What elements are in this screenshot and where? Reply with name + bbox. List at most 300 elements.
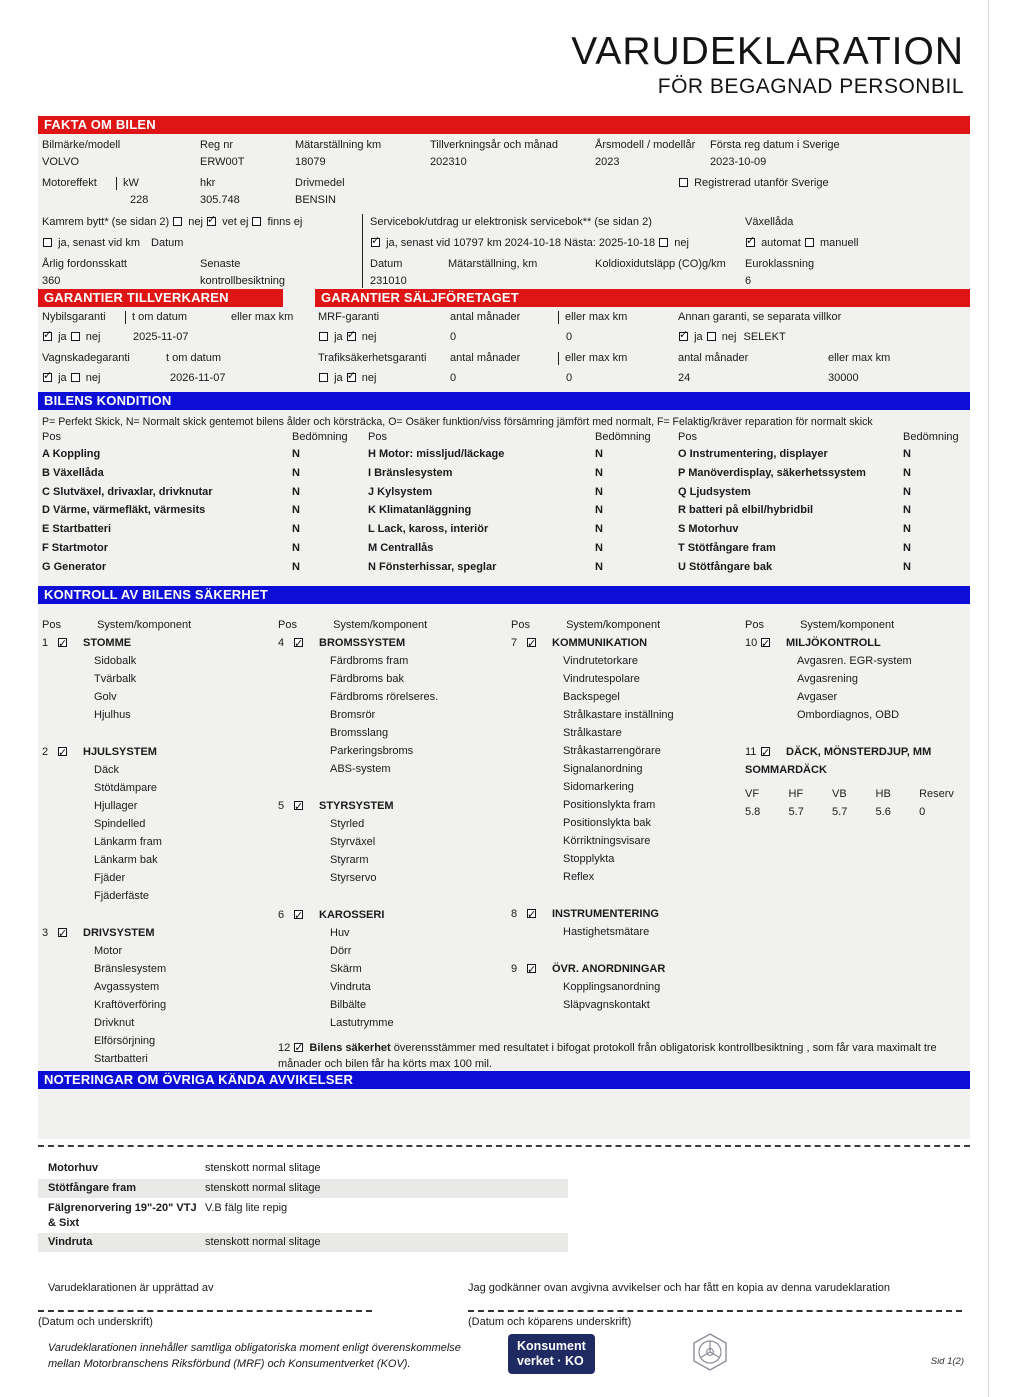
fuel-value: BENSIN xyxy=(295,194,336,206)
condition-label: S Motorhuv xyxy=(678,523,739,536)
group-checkbox[interactable] xyxy=(527,909,536,918)
deviation-part: Vindruta xyxy=(48,1235,93,1248)
component-item: Länkarm fram xyxy=(94,835,162,848)
trafik-janej-field xyxy=(318,372,376,385)
annan-janej-field xyxy=(678,331,786,344)
section-header-kondition: BILENS KONDITION xyxy=(38,392,970,410)
tyre-cell xyxy=(745,785,789,821)
group-items xyxy=(278,815,511,887)
condition-label: T Stötfångare fram xyxy=(678,541,776,554)
group-checkbox[interactable] xyxy=(761,638,770,647)
annan-garanti-label: Annan garanti, se separata villkor xyxy=(678,311,842,323)
group-number: 10 xyxy=(745,636,758,649)
group-number: 11 xyxy=(745,745,757,758)
component-item: Spindelled xyxy=(94,817,146,830)
buyer-signature-caption: (Datum och köparens underskrift) xyxy=(468,1315,632,1328)
deviation-part: Stötfångare fram xyxy=(48,1181,137,1194)
mrf-garanti-label: MRF-garanti xyxy=(318,311,380,323)
component-item: Sidobalk xyxy=(94,654,137,667)
component-item: Stötdämpare xyxy=(94,781,157,794)
safety-column-1 xyxy=(42,616,278,1071)
badge-line-1: Konsument xyxy=(517,1338,586,1353)
first-reg-value: 2023-10-09 xyxy=(710,156,767,168)
safety-group xyxy=(745,634,970,724)
deviation-description: V.B fälg lite repig xyxy=(205,1201,288,1214)
kamrem-finnsej-label: finns ej xyxy=(267,216,303,228)
component-item: Golv xyxy=(94,690,117,703)
gearbox-automat-label: automat xyxy=(761,237,801,249)
condition-label: A Koppling xyxy=(42,448,101,460)
tyre-position-label: HB xyxy=(875,787,891,800)
component-item: Hjullager xyxy=(94,799,138,812)
group-number: 4 xyxy=(278,636,285,649)
statement-checkbox[interactable] xyxy=(294,1043,303,1052)
servicebok-nej-checkbox[interactable] xyxy=(659,238,668,247)
group-title: DRIVSYSTEM xyxy=(83,926,155,939)
annan-nej-label: nej xyxy=(721,331,737,343)
kamrem-datum-label: Datum xyxy=(151,237,184,249)
tyre-depth-table xyxy=(745,785,970,821)
component-header: System/komponent xyxy=(97,618,192,631)
trafik-nej-checkbox[interactable] xyxy=(347,373,356,382)
trafik-ja-checkbox[interactable] xyxy=(319,373,328,382)
condition-label: B Växellåda xyxy=(42,466,104,479)
component-item: Strålkastare xyxy=(563,726,622,739)
inspection-label-2: kontrollbesiktning xyxy=(200,275,285,287)
kamrem-ja-checkbox[interactable] xyxy=(43,238,52,247)
condition-label: J Kylsystem xyxy=(368,485,433,498)
component-item: Hastighetsmätare xyxy=(563,925,650,938)
reg-abroad-checkbox[interactable] xyxy=(679,178,688,187)
annan-ja-label: ja xyxy=(694,331,703,343)
konsumentverket-badge xyxy=(508,1334,595,1374)
group-items xyxy=(42,942,278,1068)
component-item: Tvärbalk xyxy=(94,672,137,685)
group-title: MILJÖKONTROLL xyxy=(786,636,881,649)
mrf-janej-field xyxy=(318,331,376,344)
component-item: Avgaser xyxy=(797,690,838,703)
reg-value: ERW00T xyxy=(200,156,245,168)
safety-column-3 xyxy=(511,616,745,1071)
safety-group-head xyxy=(278,906,511,924)
tax-label: Årlig fordonsskatt xyxy=(42,258,127,270)
component-item: Färdbroms rörelseres. xyxy=(330,690,439,703)
fuel-label: Drivmedel xyxy=(295,177,345,189)
group-items xyxy=(278,924,511,1032)
tyre-group xyxy=(745,743,970,821)
component-item: Fjäder xyxy=(94,871,126,884)
condition-grade: N xyxy=(903,466,911,479)
component-item: Fjäderfäste xyxy=(94,889,150,902)
condition-label: G Generator xyxy=(42,560,107,573)
group-checkbox[interactable] xyxy=(294,638,303,647)
legal-text xyxy=(48,1340,488,1372)
annan-ja-checkbox[interactable] xyxy=(679,332,688,341)
component-item: Bränslesystem xyxy=(94,962,167,975)
condition-label: U Stötfångare bak xyxy=(678,560,773,573)
co2-label: Koldioxidutsläpp (CO)g/km xyxy=(595,258,726,270)
vagnskade-nej-checkbox[interactable] xyxy=(71,373,80,382)
kamrem-label: Kamrem bytt* (se sidan 2) xyxy=(42,216,170,228)
condition-grade: N xyxy=(595,504,603,517)
vagnskade-tomdatum-label: t om datum xyxy=(166,352,222,364)
page-edge-divider xyxy=(988,0,989,1397)
nybil-ja-checkbox[interactable] xyxy=(43,332,52,341)
odometer2-label: Mätarställning, km xyxy=(448,258,538,270)
safety-group-head xyxy=(745,634,970,652)
servicebok-ja-label: ja, senast vid 10797 km 2024-10-18 Nästa: 2025-10-18 xyxy=(386,237,656,249)
tyre-depth-value: 0 xyxy=(919,805,926,818)
section-header-garanti-tillverkaren: GARANTIER TILLVERKAREN xyxy=(38,289,283,307)
safety-group-head xyxy=(511,905,745,923)
component-item: Backspegel xyxy=(563,690,620,703)
group-checkbox[interactable] xyxy=(58,928,67,937)
buyer-signature-line[interactable] xyxy=(468,1310,962,1312)
fakta-divider xyxy=(362,214,363,288)
safety-group-head xyxy=(511,960,745,978)
component-item: Sidomarkering xyxy=(563,780,634,793)
euro-value: 6 xyxy=(745,275,752,287)
legal-line-2: mellan Motorbranschens Riksförbund (MRF) och Konsumentverket (KOV). xyxy=(48,1357,411,1370)
vagnskade-nej-label: nej xyxy=(85,372,101,384)
safety-group-head xyxy=(42,634,278,652)
condition-label: F Startmotor xyxy=(42,541,108,554)
component-item: Positionslykta bak xyxy=(563,816,652,829)
model-year-value: 2023 xyxy=(595,156,620,168)
condition-grade: N xyxy=(903,560,911,573)
safety-groups xyxy=(278,634,511,1032)
condition-grade: N xyxy=(595,541,603,554)
component-header: System/komponent xyxy=(800,618,895,631)
safety-column-header xyxy=(745,616,970,634)
deviation-part: Fälgrenorvering 19"-20" VTJ & Sixt xyxy=(48,1201,197,1229)
gearbox-manuell-label: manuell xyxy=(819,237,859,249)
pos-header: Pos xyxy=(368,431,387,443)
component-header: System/komponent xyxy=(566,618,661,631)
condition-grade: N xyxy=(903,541,911,554)
deviation-row xyxy=(38,1233,568,1252)
pos-header: Pos xyxy=(511,618,530,631)
annan-months-value: 24 xyxy=(678,372,691,384)
component-item: Styrled xyxy=(330,817,365,830)
condition-grade: N xyxy=(595,523,603,536)
nybil-janej-field xyxy=(42,331,100,344)
group-number: 5 xyxy=(278,799,285,812)
group-items xyxy=(42,652,278,724)
deviation-description: stenskott normal slitage xyxy=(205,1235,321,1248)
tyre-depth-value: 5.7 xyxy=(832,805,848,818)
garanti-panel xyxy=(38,307,970,392)
condition-label: R batteri på elbil/hybridbil xyxy=(678,504,814,517)
condition-row xyxy=(38,542,970,561)
safety-group xyxy=(278,634,511,778)
condition-grade: N xyxy=(292,448,300,460)
component-header: System/komponent xyxy=(333,618,428,631)
condition-grade: N xyxy=(292,485,300,498)
trafik-nej-label: nej xyxy=(361,372,377,384)
annan-km-value: 30000 xyxy=(828,372,859,384)
pos-header: Pos xyxy=(42,431,61,443)
component-item: Däck xyxy=(94,763,120,776)
mrf-ja-label: ja xyxy=(334,331,343,343)
group-title: STYRSYSTEM xyxy=(319,799,394,812)
condition-label: C Slutväxel, drivaxlar, drivknutar xyxy=(42,485,213,498)
component-item: Parkeringsbroms xyxy=(330,744,414,757)
group-checkbox[interactable] xyxy=(527,638,536,647)
component-item: Lastutrymme xyxy=(330,1016,394,1029)
safety-groups xyxy=(511,634,745,1014)
power-label: Motoreffekt xyxy=(42,177,97,189)
legal-line-1: Varudeklarationen innehåller samtliga obligatoriska moment enligt överenskommelse xyxy=(48,1341,461,1354)
safety-group xyxy=(511,634,745,886)
odometer-value: 18079 xyxy=(295,156,326,168)
condition-grade: N xyxy=(292,560,300,573)
mrf-logo xyxy=(690,1332,730,1375)
condition-label: H Motor: missljud/läckage xyxy=(368,448,505,460)
component-item: Vindrutetorkare xyxy=(563,654,639,667)
safety-column-2 xyxy=(278,616,511,1071)
group-checkbox[interactable] xyxy=(294,910,303,919)
deviation-part: Motorhuv xyxy=(48,1161,99,1174)
tyre-depth-value: 5.6 xyxy=(875,805,891,818)
group-number: 7 xyxy=(511,636,518,649)
condition-label: D Värme, värmefläkt, värmesits xyxy=(42,504,206,517)
vagnskade-ja-checkbox[interactable] xyxy=(43,373,52,382)
group-checkbox[interactable] xyxy=(58,638,67,647)
component-item: Stopplykta xyxy=(563,852,615,865)
component-item: Reflex xyxy=(563,870,595,883)
servicebok-ja-checkbox[interactable] xyxy=(371,238,380,247)
reg-label: Reg nr xyxy=(200,139,234,151)
deviation-description: stenskott normal slitage xyxy=(205,1161,321,1174)
gearbox-automat-checkbox[interactable] xyxy=(746,238,755,247)
component-item: Släpvagnskontakt xyxy=(563,998,650,1011)
grade-header: Bedömning xyxy=(595,431,651,443)
group-number: 1 xyxy=(42,636,49,649)
document-header xyxy=(38,30,970,99)
tyre-depth-value: 5.7 xyxy=(788,805,804,818)
hkr-value: 305.748 xyxy=(200,194,240,206)
inspection-label-1: Senaste xyxy=(200,258,241,270)
component-item: Styrväxel xyxy=(330,835,376,848)
tyre-cell xyxy=(789,785,833,821)
vagnskade-label: Vagnskadegaranti xyxy=(42,352,130,364)
mrf-ja-checkbox[interactable] xyxy=(319,332,328,341)
tyre-cell xyxy=(876,785,920,821)
euro-label: Euroklassning xyxy=(745,258,815,270)
kamrem-ja-label: ja, senast vid km xyxy=(58,237,140,249)
prepared-by-label: Varudeklarationen är upprättad av xyxy=(48,1281,214,1294)
component-item: Startbatteri xyxy=(94,1052,148,1065)
safety-group xyxy=(278,906,511,1032)
nybil-tomdatum-label: t om datum xyxy=(125,311,187,324)
safety-statement xyxy=(278,1040,980,1072)
model-year-label: Årsmodell / modellår xyxy=(595,139,696,151)
servicebok-label: Servicebok/utdrag ur elektronisk servicebok** (se sidan 2) xyxy=(370,216,652,228)
condition-label: N Fönsterhissar, speglar xyxy=(368,560,497,573)
group-items xyxy=(278,652,511,778)
component-item: Kraftöverföring xyxy=(94,998,167,1011)
component-item: Styrarm xyxy=(330,853,369,866)
kamrem-nej-checkbox[interactable] xyxy=(173,217,182,226)
component-item: Strålkastare inställning xyxy=(563,708,674,721)
seller-signature-line[interactable] xyxy=(38,1310,372,1312)
group-checkbox[interactable] xyxy=(527,964,536,973)
safety-group xyxy=(511,960,745,1014)
deviation-row xyxy=(38,1179,568,1198)
condition-grade: N xyxy=(903,504,911,517)
group-checkbox[interactable] xyxy=(294,801,303,810)
condition-label: P Manöverdisplay, säkerhetssystem xyxy=(678,466,866,479)
group-title: HJULSYSTEM xyxy=(83,745,157,758)
page-number: Sid 1(2) xyxy=(930,1355,964,1367)
nybil-maxkm-label: eller max km xyxy=(231,311,294,323)
group-items xyxy=(745,652,970,724)
brand-label: Bilmärke/modell xyxy=(42,139,121,151)
component-item: Kopplingsanordning xyxy=(563,980,661,993)
form-body xyxy=(38,116,970,1139)
trafik-months-label: antal månader xyxy=(450,352,521,364)
component-item: Motor xyxy=(94,944,123,957)
section-header-noteringar: NOTERINGAR OM ÖVRIGA KÄNDA AVVIKELSER xyxy=(38,1071,970,1089)
condition-label: L Lack, kaross, interiör xyxy=(368,523,489,536)
component-item: Färdbroms bak xyxy=(330,672,404,685)
safety-groups xyxy=(42,634,278,1068)
tear-line xyxy=(38,1145,970,1147)
tax-value: 360 xyxy=(42,275,61,287)
trafik-months-value: 0 xyxy=(450,372,457,384)
reg-abroad-field xyxy=(678,177,829,190)
safety-groups xyxy=(745,634,970,724)
kamrem-vetej-checkbox[interactable] xyxy=(207,217,216,226)
nybil-nej-checkbox[interactable] xyxy=(71,332,80,341)
statement-bold: Bilens säkerhet xyxy=(309,1041,391,1054)
nybil-date-value: 2025-11-07 xyxy=(133,331,189,343)
kamrem-ja-field xyxy=(42,237,183,250)
deviation-notes xyxy=(38,1159,568,1252)
odometer-label: Mätarställning km xyxy=(295,139,382,151)
group-items xyxy=(511,652,745,886)
kamrem-finnsej-checkbox[interactable] xyxy=(252,217,261,226)
pos-header: Pos xyxy=(278,618,297,631)
tyre-cell xyxy=(832,785,876,821)
annan-nej-checkbox[interactable] xyxy=(707,332,716,341)
garanti-headers xyxy=(38,289,970,307)
group-checkbox[interactable] xyxy=(58,747,67,756)
group-title: DÄCK, MÖNSTERDJUP, MM xyxy=(786,745,932,758)
tyre-group-head xyxy=(745,743,970,761)
group-items xyxy=(511,923,745,941)
group-items xyxy=(511,978,745,1014)
brand-value: VOLVO xyxy=(42,156,80,168)
kw-value: 228 xyxy=(130,194,149,206)
component-item: Positionslykta fram xyxy=(563,798,656,811)
safety-group-head xyxy=(278,634,511,652)
component-item: Hjulhus xyxy=(94,708,131,721)
kondition-legend: P= Perfekt Skick, N= Normalt skick gentemot bilens ålder och körsträcka, O= Osäker funktion/viss försämring jämfört med normalt, F= Felaktig/kräver reparation för normalt skick xyxy=(42,416,873,428)
condition-row xyxy=(38,486,970,505)
component-item: Styrservo xyxy=(330,871,377,884)
mrf-months-label: antal månader xyxy=(450,311,521,323)
group-items xyxy=(42,761,278,905)
datum-label: Datum xyxy=(370,258,403,270)
safety-group xyxy=(511,905,745,941)
condition-grade: N xyxy=(595,448,603,460)
section-header-garanti-saljforetaget: GARANTIER SÄLJFÖRETAGET xyxy=(315,289,970,307)
component-item: Avgasrening xyxy=(797,672,858,685)
component-item: Ombordiagnos, OBD xyxy=(797,708,900,721)
safety-column-header xyxy=(42,616,278,634)
condition-grade: N xyxy=(903,485,911,498)
servicebok-ja-field xyxy=(370,237,689,250)
nybil-ja-label: ja xyxy=(58,331,67,343)
grade-header: Bedömning xyxy=(903,431,959,443)
annan-suffix-label: SELEKT xyxy=(743,331,786,343)
group-title: KAROSSERI xyxy=(319,908,385,921)
trafik-label: Trafiksäkerhetsgaranti xyxy=(318,352,427,364)
component-item: Vindrutespolare xyxy=(563,672,640,685)
tyre-position-label: HF xyxy=(788,787,804,800)
component-item: Vindruta xyxy=(330,980,371,993)
vagnskade-date-value: 2026-11-07 xyxy=(170,372,226,384)
pos-header: Pos xyxy=(745,618,764,631)
section-header-fakta: FAKTA OM BILEN xyxy=(38,116,970,134)
condition-grade: N xyxy=(292,504,300,517)
mrf-km-value: 0 xyxy=(566,331,573,343)
trafik-maxkm-label: eller max km xyxy=(558,352,627,365)
deviation-row xyxy=(38,1199,568,1232)
gearbox-label: Växellåda xyxy=(745,216,794,228)
condition-grade: N xyxy=(595,485,603,498)
condition-grade: N xyxy=(292,523,300,536)
document-title: VARUDEKLARATION xyxy=(571,30,964,73)
mrf-nej-label: nej xyxy=(361,331,377,343)
kamrem-nej-label: nej xyxy=(188,216,203,228)
group-number: 6 xyxy=(278,908,285,921)
condition-grade: N xyxy=(903,448,911,460)
gearbox-field xyxy=(745,237,858,250)
hkr-label: hkr xyxy=(200,177,216,189)
safety-group xyxy=(42,924,278,1068)
gearbox-manuell-checkbox[interactable] xyxy=(805,238,814,247)
component-item: Avgassystem xyxy=(94,980,160,993)
mrf-nej-checkbox[interactable] xyxy=(347,332,356,341)
tyre-position-label: VF xyxy=(745,787,760,800)
safety-column-4 xyxy=(745,616,970,1071)
datum-value: 231010 xyxy=(370,275,407,287)
mfg-label: Tillverkningsår och månad xyxy=(430,139,558,151)
group-checkbox[interactable] xyxy=(761,747,770,756)
signature-footer xyxy=(38,1282,970,1397)
safety-group-head xyxy=(511,634,745,652)
tyre-cell xyxy=(919,785,970,821)
component-item: Stråkastarrengörare xyxy=(563,744,661,757)
mrf-months-value: 0 xyxy=(450,331,457,343)
group-number: 9 xyxy=(511,962,518,975)
document-subtitle: FÖR BEGAGNAD PERSONBIL xyxy=(657,75,964,98)
safety-group-head xyxy=(278,797,511,815)
condition-grade: N xyxy=(292,541,300,554)
deviation-description: stenskott normal slitage xyxy=(205,1181,321,1194)
kamrem-field xyxy=(42,216,302,229)
mrf-maxkm-label: eller max km xyxy=(558,311,627,324)
component-item: Skärm xyxy=(330,962,362,975)
condition-row xyxy=(38,523,970,542)
component-item: Körriktningsvisare xyxy=(563,834,651,847)
condition-row xyxy=(38,448,970,467)
vagnskade-janej-field xyxy=(42,372,100,385)
kamrem-vetej-label: vet ej xyxy=(222,216,249,228)
